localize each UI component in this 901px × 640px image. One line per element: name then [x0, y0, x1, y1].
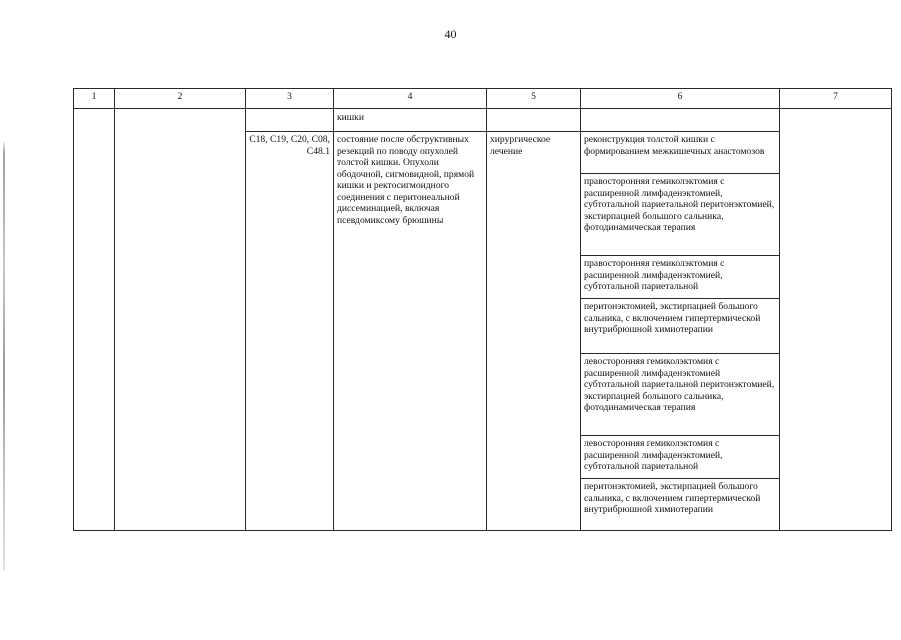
header-col-1: 1: [74, 89, 115, 109]
header-col-3: 3: [246, 89, 334, 109]
treatment-type: хирургическое лечение: [487, 132, 581, 531]
cell-col-3-continuation: [246, 109, 334, 132]
page-number: 40: [444, 27, 457, 41]
continuation-row: [74, 109, 892, 132]
cell-col-6-continuation: [581, 109, 780, 132]
method-cell: правосторонняя гемиколэктомия с расширенной лимфаденэктомией, субтотальной париетальной перитонэктомией, экстирпацией большого сальника, фотодинамическая терапия: [581, 174, 780, 256]
medical-care-table: [73, 88, 892, 531]
diagnosis-codes: C18, C19, C20, C08, C48.1: [246, 132, 334, 531]
header-col-6: 6: [581, 89, 780, 109]
header-row: [74, 89, 892, 109]
cell-col-5-continuation: [487, 109, 581, 132]
scan-binding-edge: [3, 140, 5, 570]
condition-description: состояние после обструктивных резекций по поводу опухолей толстой кишки. Опухоли ободочной, сигмовидной, прямой кишки и ректосигмоидного соединения с перитонеальной диссеминацией, включая псевдомиксому брюшины: [334, 132, 487, 531]
cell-col-2: [115, 109, 246, 531]
method-cell: перитонэктомией, экстирпацией большого сальника, с включением гипертермической внутрибрюшной химиотерапии: [581, 299, 780, 354]
cell-col-7: [780, 109, 892, 531]
method-cell: перитонэктомией, экстирпацией большого сальника, с включением гипертермической внутрибрюшной химиотерапии: [581, 479, 780, 531]
method-cell: правосторонняя гемиколэктомия с расширенной лимфаденэктомией, субтотальной париетальной: [581, 256, 780, 299]
header-col-7: 7: [780, 89, 892, 109]
header-col-5: 5: [487, 89, 581, 109]
method-cell: реконструкция толстой кишки с формированием межкишечных анастомозов: [581, 132, 780, 174]
method-cell: левосторонняя гемиколэктомия с расширенной лимфаденэктомией субтотальной париетальной перитонэктомией, экстирпацией большого сальника, фотодинамическая терапия: [581, 354, 780, 436]
header-col-4: 4: [334, 89, 487, 109]
cell-col-4-continuation: кишки: [334, 109, 487, 132]
method-cell: левосторонняя гемиколэктомия с расширенной лимфаденэктомией, субтотальной париетальной: [581, 436, 780, 479]
cell-col-1: [74, 109, 115, 531]
header-col-2: 2: [115, 89, 246, 109]
